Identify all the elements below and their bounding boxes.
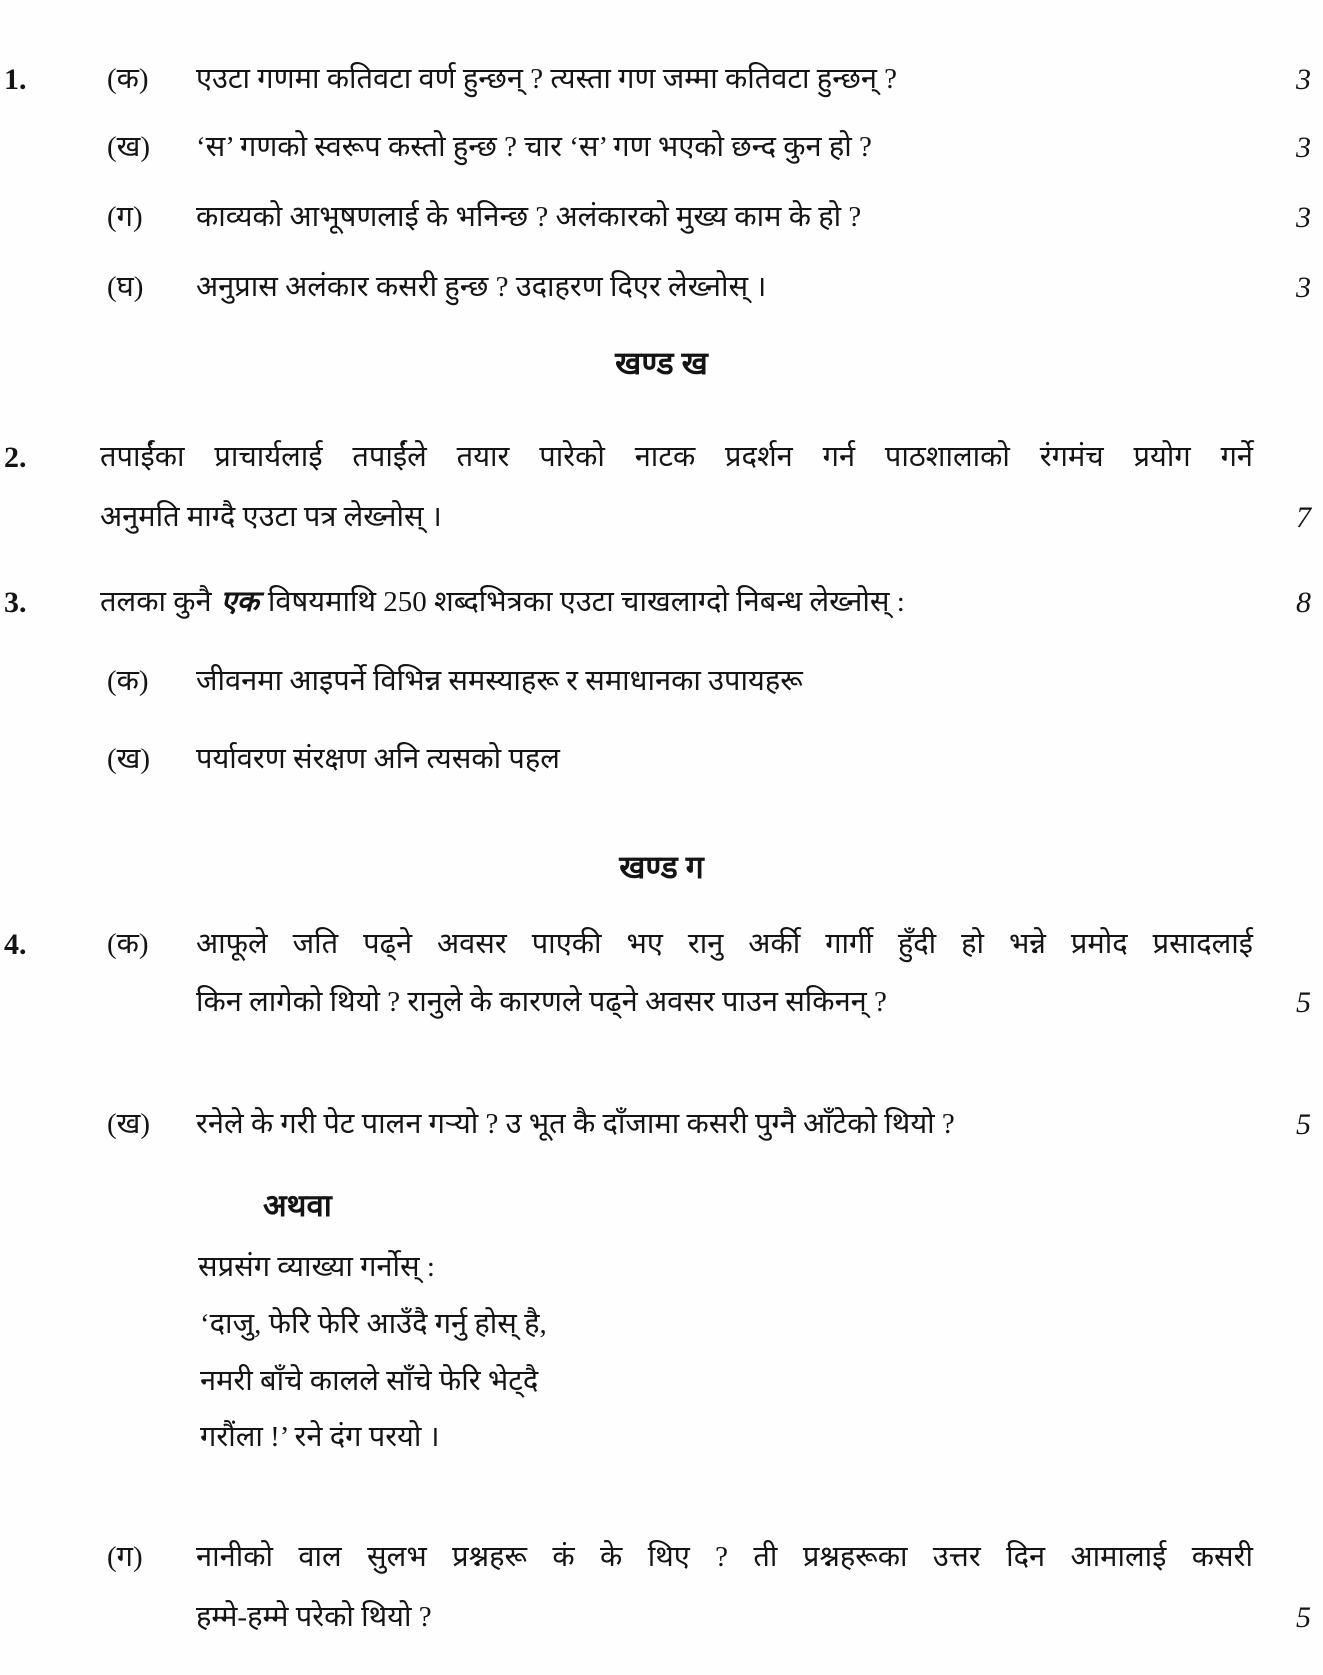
marks-value: 7 (1296, 501, 1311, 534)
question-text: अनुप्रास अलंकार कसरी हुन्छ ? उदाहरण दिएर लेख्नोस् । (196, 271, 767, 303)
question-text-before: तलका कुनै (100, 586, 212, 618)
part-label: (ग) (107, 201, 143, 233)
part-label: (ख) (107, 1108, 151, 1140)
marks-value: 3 (1296, 201, 1311, 234)
explain-prompt-text: सप्रसंग व्याख्या गर्नोस् : (198, 1251, 435, 1283)
marks-value: 5 (1296, 1601, 1311, 1634)
part-label: (घ) (107, 271, 144, 303)
marks-value: 8 (1296, 586, 1311, 619)
question-number: 2. (4, 441, 27, 474)
poem-line-text: गरौंला !’ रने दंग परयो । (200, 1421, 440, 1453)
marks-value: 5 (1296, 986, 1311, 1019)
question-text: आफूले जति पढ्ने अवसर पाएकी भए रानु अर्की गार्गी हुँदी हो भन्ने प्रमोद प्रसादलाई (196, 928, 1253, 960)
question-text: किन लागेको थियो ? रानुले के कारणले पढ्ने अवसर पाउन सकिनन् ? (196, 986, 887, 1018)
question-text: एउटा गणमा कतिवटा वर्ण हुन्छन् ? त्यस्ता गण जम्मा कतिवटा हुन्छन् ? (196, 63, 898, 95)
question-text: हम्मे-हम्मे परेको थियो ? (196, 1601, 432, 1633)
part-label: (ख) (107, 131, 151, 163)
poem-line-text: नमरी बाँचे कालले साँचे फेरि भेट्दै (200, 1365, 539, 1397)
question-text: ‘स’ गणको स्वरूप कस्तो हुन्छ ? चार ‘स’ गण भएको छन्द कुन हो ? (196, 131, 872, 163)
marks-value: 3 (1296, 271, 1311, 304)
part-label: (ग) (107, 1541, 143, 1573)
marks-value: 3 (1296, 131, 1311, 164)
emphasized-word: एक (220, 586, 259, 618)
question-number: 3. (4, 586, 27, 619)
question-number: 1. (4, 63, 27, 96)
section-c-heading: खण्ड ग (619, 849, 704, 885)
poem-line-text: ‘दाजु, फेरि फेरि आउँदै गर्नु होस् है, (200, 1308, 547, 1340)
question-text: नानीको वाल सुलभ प्रश्नहरू कं के थिए ? ती प्रश्नहरूका उत्तर दिन आमालाई कसरी (196, 1541, 1253, 1573)
question-text: अनुमति माग्दै एउटा पत्र लेख्नोस् । (100, 501, 442, 533)
section-b-heading: खण्ड ख (615, 345, 708, 381)
part-label: (क) (107, 665, 149, 697)
marks-value: 5 (1296, 1108, 1311, 1141)
question-number: 4. (4, 928, 27, 961)
question-text: काव्यको आभूषणलाई के भनिन्छ ? अलंकारको मुख्य काम के हो ? (196, 201, 862, 233)
part-label: (ख) (107, 743, 151, 775)
marks-value: 3 (1296, 63, 1311, 96)
question-text: तपाईंका प्राचार्यलाई तपाईंले तयार पारेको नाटक प्रदर्शन गर्न पाठशालाको रंगमंच प्रयोग गर्ने (100, 441, 1253, 473)
part-label: (क) (107, 928, 149, 960)
topic-text: पर्यावरण संरक्षण अनि त्यसको पहल (196, 743, 560, 775)
or-label: अथवा (263, 1188, 332, 1223)
question-text: रनेले के गरी पेट पालन गऱ्यो ? उ भूत कै दाँजामा कसरी पुग्नै आँटेको थियो ? (196, 1108, 955, 1140)
topic-text: जीवनमा आइपर्ने विभिन्न समस्याहरू र समाधानका उपायहरू (196, 665, 803, 697)
question-text (100, 583, 1253, 622)
part-label: (क) (107, 63, 149, 95)
question-text-after: विषयमाथि 250 शब्दभित्रका एउटा चाखलाग्दो निबन्ध लेख्नोस् : (267, 586, 905, 618)
